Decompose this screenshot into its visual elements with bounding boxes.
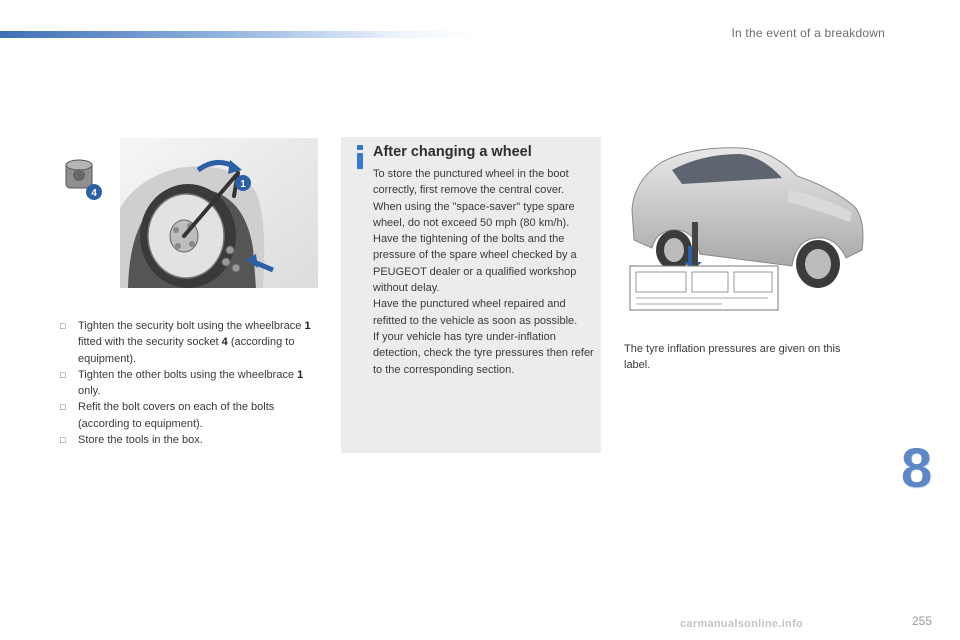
callout-4: 4: [91, 188, 97, 199]
callout-1: 1: [240, 179, 246, 190]
procedure-steps: [60, 318, 320, 448]
chapter-number: 8: [901, 436, 933, 499]
header-accent-bar: [0, 31, 480, 38]
square-bullet-icon: □: [60, 402, 66, 413]
car-tyre-label-illustration: [622, 140, 872, 312]
info-paragraph: To store the punctured wheel in the boot correctly, first remove the central cover.: [373, 168, 569, 197]
info-paragraph: Have the tightening of the bolts and the pressure of the spare wheel checked by a PEUGEOT dealer or a qualified workshop without delay.: [373, 233, 577, 295]
info-icon: [355, 145, 365, 169]
wheel-change-illustration: [58, 138, 318, 288]
info-box-body: [373, 166, 597, 378]
page-number: 255: [912, 614, 933, 628]
watermark: carmanualsonline.info: [680, 618, 804, 630]
step-item: □ Tighten the other bolts using the wheelbrace 1 only.: [60, 368, 304, 398]
square-bullet-icon: □: [60, 369, 66, 380]
square-bullet-icon: □: [60, 321, 66, 331]
info-paragraph: If your vehicle has tyre under-inflation detection, check the tyre pressures then refer to the corresponding section.: [373, 330, 594, 376]
info-box: [341, 137, 601, 453]
section-title: In the event of a breakdown: [731, 26, 885, 40]
car-figure-caption: The tyre inflation pressures are given on this label.: [624, 343, 841, 372]
info-paragraph: When using the "space-saver" type spare wheel, do not exceed 50 mph (80 km/h).: [373, 200, 575, 229]
square-bullet-icon: □: [60, 435, 66, 446]
step-item: □ Refit the bolt covers on each of the bolts (according to equipment).: [60, 401, 275, 430]
step-item: □ Store the tools in the box.: [60, 432, 320, 448]
info-box-title: After changing a wheel: [373, 144, 532, 160]
step-item: □ Tighten the security bolt using the wheelbrace 1 fitted with the security socket 4 (according to equipment).: [60, 320, 311, 365]
info-paragraph: Have the punctured wheel repaired and refitted to the vehicle as soon as possible.: [373, 298, 578, 327]
